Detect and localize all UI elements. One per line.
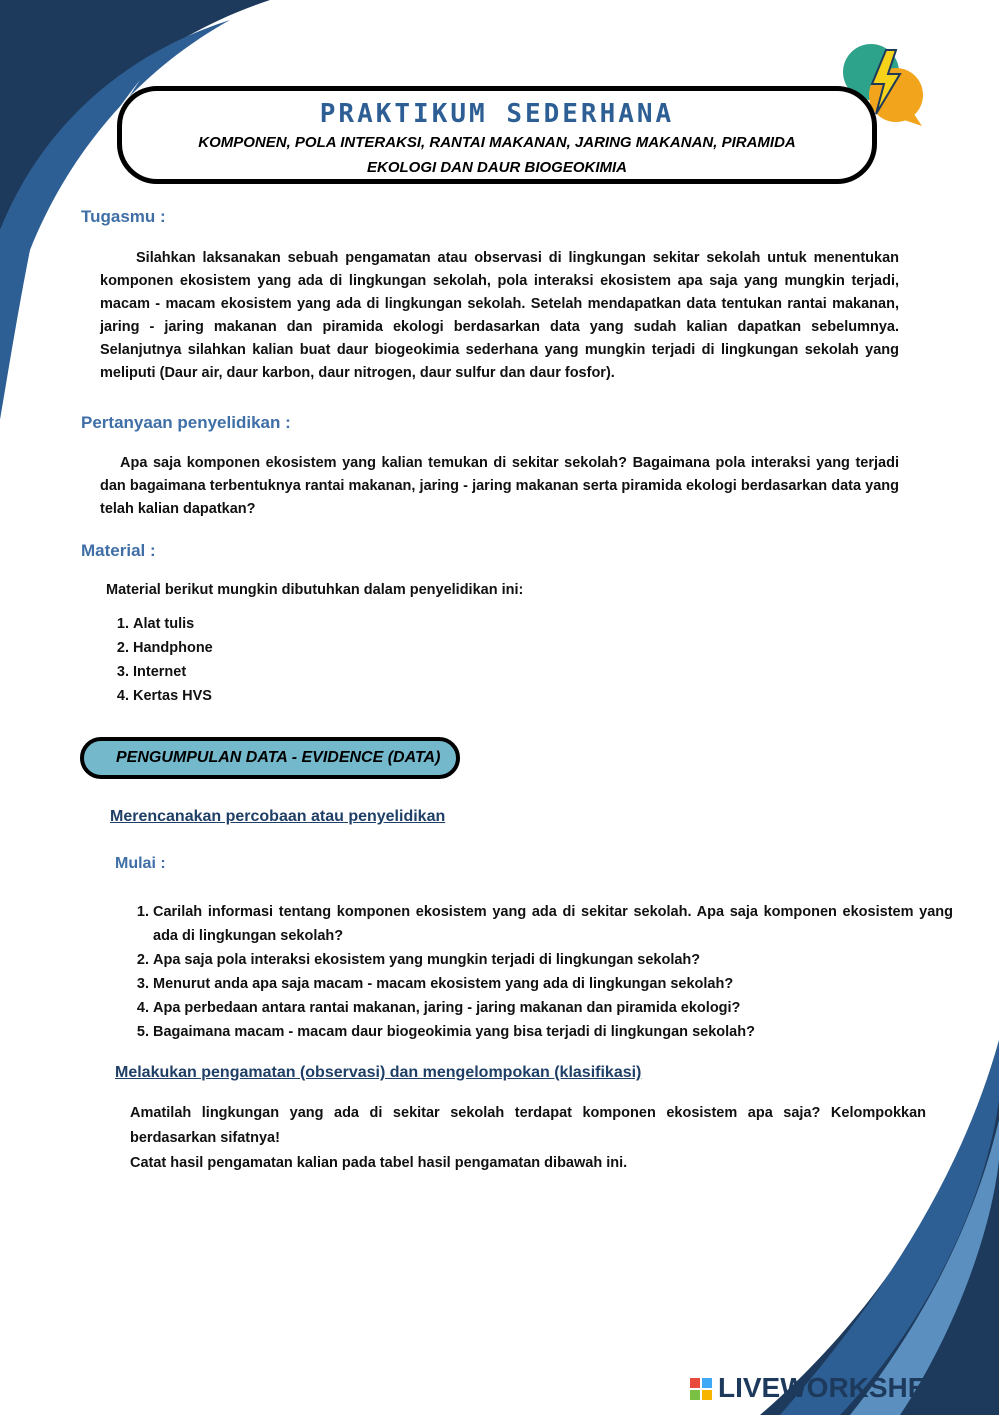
list-item: 1. Alat tulis [133,612,213,636]
material-list [95,612,213,708]
observe-heading: Melakukan pengamatan (observasi) dan mengelompokan (klasifikasi) [115,1064,642,1081]
steps-list [128,900,953,1044]
list-item: 3. Menurut anda apa saja macam - macam ekosistem yang ada di lingkungan sekolah? [153,972,953,996]
observe-text-1: Amatilah lingkungan yang ada di sekitar sekolah terdapat komponen ekosistem apa saja? Kelompokkan berdasarkan sifatnya! [130,1105,926,1146]
observe-text-2: Catat hasil pengamatan kalian pada tabel hasil pengamatan dibawah ini. [130,1155,628,1171]
list-item: 1. Carilah informasi tentang komponen ekosistem yang ada di sekitar sekolah. Apa saja komponen ekosistem yang ada di lingkungan sekolah? [153,900,953,948]
liveworksheets-logo-icon [690,1378,714,1402]
pertanyaan-text: Apa saja komponen ekosistem yang kalian temukan di sekitar sekolah? Bagaimana pola interaksi yang terjadi dan bagaimana terbentuknya rantai makanan, jaring - jaring makanan serta piramida ekologi berdasarkan data yang telah kalian dapatkan? [100,455,899,517]
material-intro: Material berikut mungkin dibutuhkan dalam penyelidikan ini: [106,582,524,598]
tugasmu-heading: Tugasmu : [81,207,166,226]
list-item: 4. Kertas HVS [133,684,213,708]
section-pill-pengumpulan: PENGUMPULAN DATA - EVIDENCE (DATA) [80,737,460,779]
list-item: 5. Bagaimana macam - macam daur biogeokimia yang bisa terjadi di lingkungan sekolah? [153,1020,953,1044]
pertanyaan-heading: Pertanyaan penyelidikan : [81,413,291,432]
list-item: 2. Handphone [133,636,213,660]
observe-text [130,1101,926,1176]
header-box [117,86,877,184]
list-item: 2. Apa saja pola interaksi ekosistem yang mungkin terjadi di lingkungan sekolah? [153,948,953,972]
start-heading: Mulai : [115,855,166,872]
subtitle-line-1: KOMPONEN, POLA INTERAKSI, RANTAI MAKANAN, JARING MAKANAN, PIRAMIDA [198,134,796,151]
subtitle-line-2: EKOLOGI DAN DAUR BIOGEOKIMIA [366,159,627,176]
tugasmu-text: Silahkan laksanakan sebuah pengamatan atau observasi di lingkungan sekitar sekolah untuk menentukan komponen ekosistem yang ada di lingkungan sekolah, pola interaksi ekosistem apa saja yang mungkin terjadi, macam - macam ekosistem yang ada di lingkungan sekolah. Setelah mendapatkan data tentukan rantai makanan, jaring - jaring makanan dan piramida ekologi berdasarkan data yang sudah kalian dapatkan sebelumnya. Selanjutnya silahkan kalian buat daur biogeokimia sederhana yang mungkin terjadi di lingkungan sekolah yang meliputi (Daur air, daur karbon, daur nitrogen, daur sulfur dan daur fosfor). [100,250,899,381]
liveworksheets-watermark[interactable]: LIVEWORKSHEETS [718,1372,981,1403]
page-title: PRAKTIKUM SEDERHANA [319,99,675,129]
material-heading: Material : [81,541,156,560]
plan-heading: Merencanakan percobaan atau penyelidikan [110,808,446,825]
list-item: 4. Apa perbedaan antara rantai makanan, jaring - jaring makanan dan piramida ekologi? [153,996,953,1020]
list-item: 3. Internet [133,660,213,684]
